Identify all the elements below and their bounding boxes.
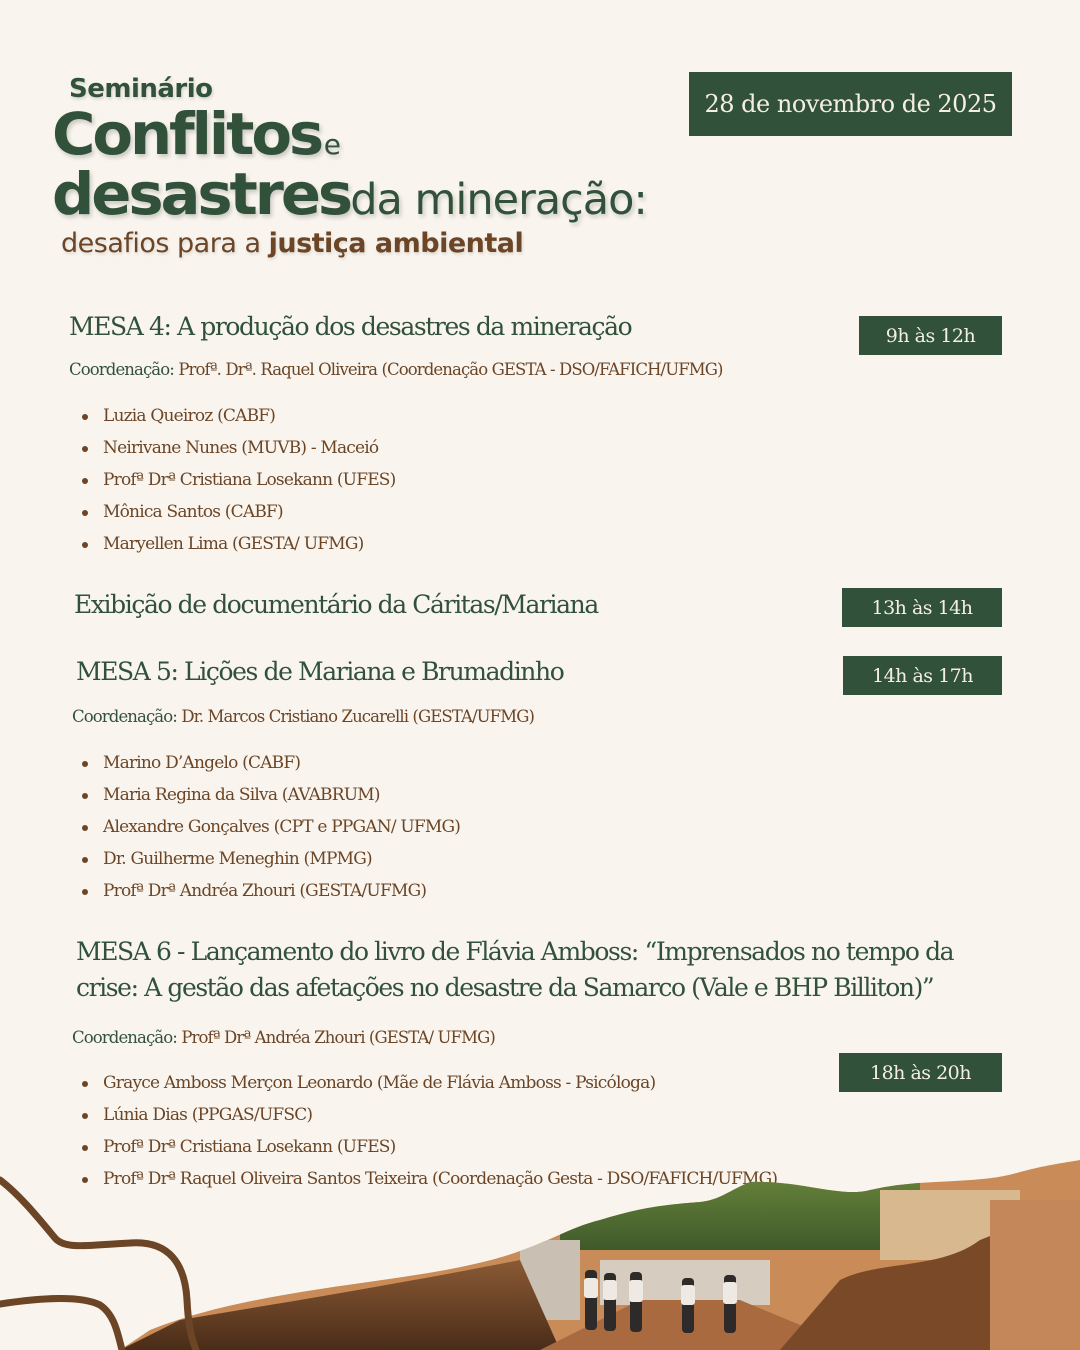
subtitle-bold: justiça ambiental [268, 228, 524, 259]
list-item: Mônica Santos (CABF) [72, 496, 396, 528]
coordination-value: Profª Drª Andréa Zhouri (GESTA/ UFMG) [181, 1028, 495, 1047]
subtitle [61, 228, 523, 259]
title-word-conflitos: Conflitos [52, 100, 322, 168]
list-item: Profª Drª Andréa Zhouri (GESTA/UFMG) [72, 875, 460, 907]
rock-wall [990, 1200, 1080, 1350]
title-rest: da mineração: [350, 175, 647, 225]
mesa4-people-list [72, 400, 396, 560]
coordination-label: Coordenação: [72, 1028, 177, 1047]
list-item: Luzia Queiroz (CABF) [72, 400, 396, 432]
list-item: Marino D’Angelo (CABF) [72, 747, 460, 779]
list-item: Profª Drª Raquel Oliveira Santos Teixeira (Coordenação Gesta - DSO/FAFICH/UFMG) [72, 1163, 777, 1195]
list-item: Dr. Guilherme Meneghin (MPMG) [72, 843, 460, 875]
title-line-1 [52, 100, 341, 168]
mesa6-time-badge: 18h às 20h [839, 1053, 1002, 1092]
list-item: Lúnia Dias (PPGAS/UFSC) [72, 1099, 777, 1131]
list-item: Grayce Amboss Merçon Leonardo (Mãe de Flávia Amboss - Psicóloga) [72, 1067, 777, 1099]
mesa5-title: MESA 5: Lições de Mariana e Brumadinho [76, 657, 564, 686]
documentary-time-badge: 13h às 14h [842, 588, 1002, 627]
bottom-photo-art [0, 1160, 1080, 1350]
list-item: Alexandre Gonçalves (CPT e PPGAN/ UFMG) [72, 811, 460, 843]
list-item: Profª Drª Cristiana Losekann (UFES) [72, 1131, 777, 1163]
mesa4-title: MESA 4: A produção dos desastres da mineração [69, 312, 632, 341]
documentary-title: Exibição de documentário da Cáritas/Mariana [74, 590, 598, 619]
trees [560, 1160, 920, 1250]
seminar-kicker: Seminário [69, 74, 213, 104]
mining-road-photo [0, 1160, 1080, 1350]
title-word-desastres: desastres [52, 160, 351, 228]
title-line-2 [52, 160, 647, 228]
coordination-value: Dr. Marcos Cristiano Zucarelli (GESTA/UFMG) [181, 707, 535, 726]
mesa6-coordination [72, 1028, 495, 1047]
mesa5-coordination [72, 707, 534, 726]
subtitle-light: desafios para a [61, 228, 261, 259]
river-line-icon [0, 1298, 122, 1350]
mesa5-people-list [72, 747, 460, 907]
list-item: Neirivane Nunes (MUVB) - Maceió [72, 432, 396, 464]
list-item: Maryellen Lima (GESTA/ UFMG) [72, 528, 396, 560]
coordination-value: Profª. Drª. Raquel Oliveira (Coordenação GESTA - DSO/FAFICH/UFMG) [178, 360, 723, 379]
title-connector: e [323, 128, 342, 161]
mesa4-time-badge: 9h às 12h [859, 316, 1002, 355]
list-item: Profª Drª Cristiana Losekann (UFES) [72, 464, 396, 496]
list-item: Maria Regina da Silva (AVABRUM) [72, 779, 460, 811]
coordination-label: Coordenação: [72, 707, 177, 726]
mesa4-coordination [69, 360, 723, 379]
coordination-label: Coordenação: [69, 360, 174, 379]
mesa6-title: MESA 6 - Lançamento do livro de Flávia Amboss: “Imprensados no tempo da crise: A gestão das afetações no desastre da Samarco (Vale e BHP Billiton)” [76, 937, 954, 1002]
date-badge: 28 de novembro de 2025 [689, 72, 1012, 136]
mesa5-time-badge: 14h às 17h [843, 656, 1002, 695]
